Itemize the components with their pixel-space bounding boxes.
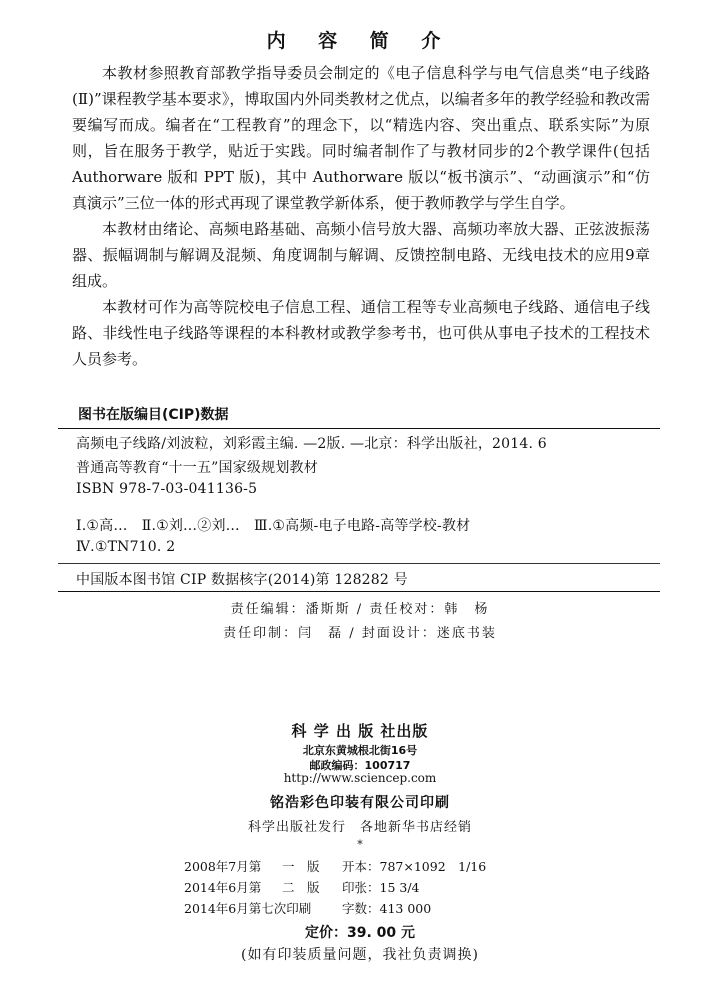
cip-series-line: 普通高等教育“十一五”国家级规划教材 [76, 460, 318, 476]
edition-date: 2008年7月第 [184, 859, 262, 874]
summary-paragraph-2: 本教材由绪论、高频电路基础、高频小信号放大器、高频功率放大器、正弦波振荡器、振幅调制与解调及混频、角度调制与解调、反馈控制电路、无线电技术的应用9章组成。 [72, 220, 650, 290]
cip-isbn-line: ISBN 978-7-03-041136-5 [76, 481, 258, 497]
edition-row [184, 898, 486, 919]
edition-date: 2014年6月第七次印刷 [184, 901, 312, 916]
distribution-line: 科学出版社发行 各地新华书店经销 [247, 820, 472, 835]
cip-title-line: 高频电子线路/刘波粒，刘彩霞主编. —2版. —北京：科学出版社，2014. 6 [76, 436, 547, 452]
cip-classification-line: Ⅳ.①TN710. 2 [76, 539, 176, 555]
edition-table [184, 856, 486, 919]
summary-paragraph-3: 本教材可作为高等院校电子信息工程、通信工程等专业高频电子线路、通信电子线路、非线性电子线路等课程的本科教材或教学参考书，也可供从事电子技术的工程技术人员参考。 [72, 298, 650, 368]
cip-data-box [58, 428, 660, 592]
publisher-address: 北京东黄城根北街16号 [302, 744, 418, 757]
summary-paragraph-1: 本教材参照教育部教学指导委员会制定的《电子信息科学与电气信息类“电子线路(Ⅱ)”课程教学基本要求》，博取国内外同类教材之优点，以编者多年的教学经验和教改需要编写而成。编者在“工程教育”的理念下，以“精选内容、突出重点、联系实际”为原则，旨在服务于教学，贴近于实践。同时编者制作了与教材同步的2个教学课件(包括 Authorware 版和 PPT 版)，其中 Authorware 版以“板书演示”、“动画演示”和“仿真演示”三位一体的形式再现了课堂教学新体系，便于教师教学与学生自学。 [72, 64, 650, 212]
quality-note: (如有印装质量问题，我社负责调换) [241, 947, 479, 963]
price: 定价：39. 00 元 [304, 925, 416, 941]
page-title: 内 容 简 介 [266, 30, 454, 52]
printer-name: 铭浩彩色印装有限公司印刷 [270, 795, 450, 811]
publisher-postcode: 邮政编码：100717 [309, 759, 411, 772]
cip-subject-line: Ⅰ.①高… Ⅱ.①刘…②刘… Ⅲ.①高频-电子电路-高等学校-教材 [76, 518, 471, 534]
content-summary [72, 60, 650, 372]
edition-info: 字数：413 000 [342, 901, 432, 916]
edition-number: 二 版 [282, 880, 320, 895]
publisher-url: http://www.sciencep.com [283, 771, 437, 785]
edition-info: 印张：15 3/4 [342, 880, 420, 895]
staff-credits-2: 责任印制：闫 磊 / 封面设计：迷底书装 [223, 626, 497, 641]
edition-row [184, 877, 486, 898]
publisher-name: 科 学 出 版 社出版 [291, 722, 429, 740]
edition-info: 开本：787×1092 1/16 [342, 859, 487, 874]
edition-number: 一 版 [282, 859, 320, 874]
cip-header: 图书在版编目(CIP)数据 [78, 407, 229, 423]
separator-star: * [357, 838, 363, 851]
staff-credits-1: 责任编辑：潘斯斯 / 责任校对：韩 杨 [230, 602, 490, 617]
cip-divider [58, 563, 660, 564]
edition-date: 2014年6月第 [184, 880, 262, 895]
edition-row [184, 856, 486, 877]
cip-record-number: 中国版本图书馆 CIP 数据核字(2014)第 128282 号 [76, 572, 408, 588]
